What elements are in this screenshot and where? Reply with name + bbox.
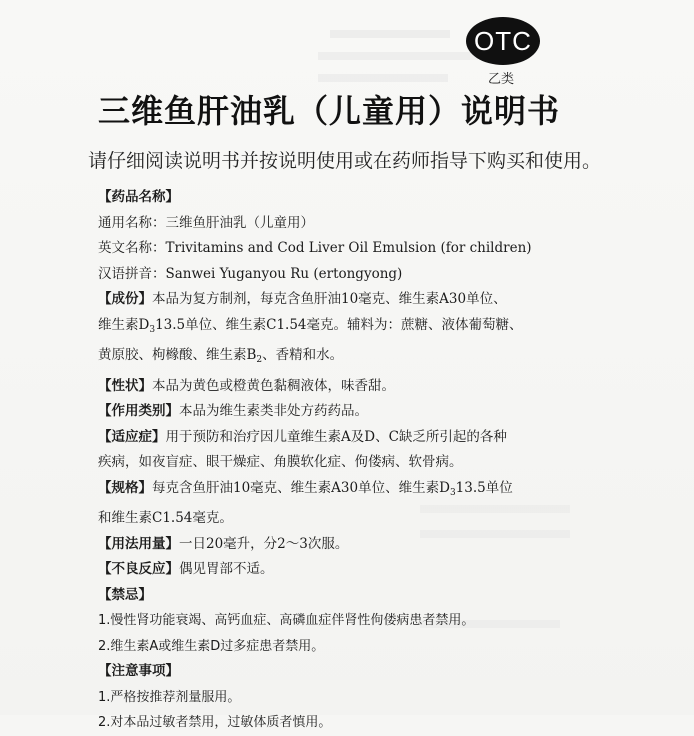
show-through-mark [330, 30, 450, 38]
document-title: 三维鱼肝油乳（儿童用）说明书 [98, 92, 561, 130]
section-caution-heading: 【注意事项】 [98, 663, 179, 679]
caution-item: 1.严格按推荐剂量服用。 [98, 689, 241, 705]
section-composition-heading: 【成份】 [98, 291, 152, 307]
otc-class-label: 乙类 [488, 72, 515, 87]
section-property-heading: 【性状】 [98, 377, 152, 394]
section-category-heading: 【作用类别】 [98, 403, 179, 419]
english-name: 英文名称：Trivitamins and Cod Liver Oil Emulsion (for children) [98, 240, 532, 256]
subscript: 2 [256, 355, 263, 365]
category-text: 本品为维生素类非处方药药品。 [179, 403, 368, 419]
section-contraindication-heading: 【禁忌】 [98, 586, 152, 603]
section-indication-heading: 【适应症】 [98, 428, 166, 445]
show-through-mark [318, 52, 478, 60]
adverse-text: 偶见胃部不适。 [179, 561, 274, 577]
composition-line-1 [98, 287, 568, 313]
composition-text: 维生素D [98, 316, 150, 333]
composition-text: 、香精和水。 [262, 347, 344, 363]
contraindication-item: 1.慢性肾功能衰竭、高钙血症、高磷血症伴肾性佝偻病患者禁用。 [98, 613, 475, 628]
composition-text: 本品为复方制剂，每克含鱼肝油10毫克、维生素A30单位、 [152, 291, 507, 307]
dosage-text: 一日20毫升，分2～3次服。 [179, 535, 349, 552]
otc-badge [466, 17, 540, 65]
pinyin-name: 汉语拼音：Sanwei Yuganyou Ru (ertongyong) [98, 265, 403, 282]
composition-text: 黄原胶、枸橼酸、维生素B [98, 347, 257, 363]
show-through-mark [318, 74, 448, 82]
caution-item: 2.对本品过敏者禁用，过敏体质者慎用。 [98, 715, 332, 730]
section-drug-name-heading: 【药品名称】 [98, 189, 179, 205]
section-adverse-heading: 【不良反应】 [98, 561, 179, 577]
indication-line-2: 疾病，如夜盲症、眼干燥症、角膜软化症、佝偻病、软骨病。 [98, 454, 463, 470]
indication-line-1 [98, 425, 568, 451]
indication-text: 用于预防和治疗因儿童维生素A及D、C缺乏所引起的各种 [165, 428, 507, 445]
property-line [98, 374, 568, 400]
composition-line-3 [98, 343, 568, 374]
leaflet-body [98, 185, 568, 736]
spec-line-2: 和维生素C1.54毫克。 [98, 510, 233, 526]
category-line [98, 399, 568, 425]
adverse-line [98, 557, 568, 583]
section-dosage-heading: 【用法用量】 [98, 535, 179, 552]
otc-label: OTC [474, 25, 532, 56]
spec-line-1 [98, 476, 568, 507]
section-spec-heading: 【规格】 [98, 479, 152, 496]
spec-text: 每克含鱼肝油10毫克、维生素A30单位、维生素D [152, 479, 450, 496]
composition-text: 13.5单位、维生素C1.54毫克。辅料为：蔗糖、液体葡萄糖、 [155, 316, 523, 333]
contraindication-item: 2.维生素A或维生素D过多症患者禁用。 [98, 638, 325, 654]
dosage-line [98, 532, 568, 558]
composition-line-2 [98, 313, 568, 344]
generic-name: 通用名称：三维鱼肝油乳（儿童用） [98, 214, 314, 231]
subscript: 3 [449, 487, 456, 498]
spec-text: 13.5单位 [455, 479, 513, 496]
reading-notice: 请仔细阅读说明书并按说明使用或在药师指导下购买和使用。 [88, 150, 602, 172]
property-text: 本品为黄色或橙黄色黏稠液体，味香甜。 [152, 377, 395, 394]
subscript: 3 [149, 324, 156, 335]
